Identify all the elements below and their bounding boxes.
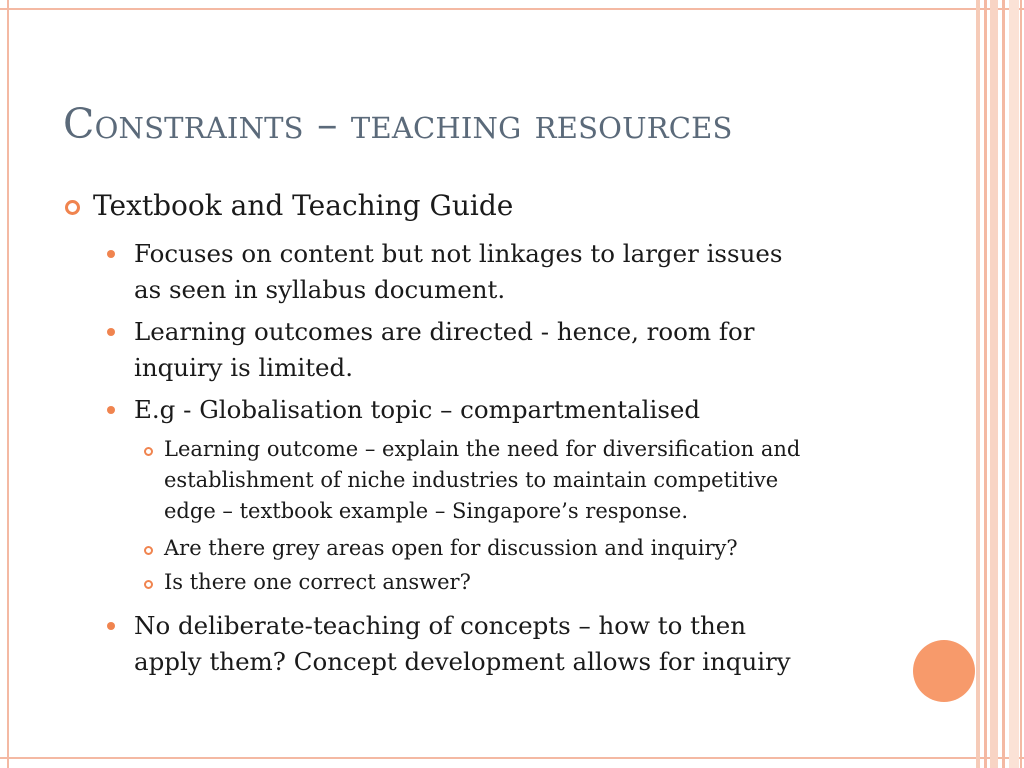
subpoint-line: establishment of niche industries to maintain competitive [164,468,779,492]
decor-stripe [1020,0,1022,768]
filled-circle-bullet-icon [107,622,115,630]
hollow-circle-bullet-icon [144,447,153,456]
point-line: apply them? Concept development allows for inquiry [134,647,791,676]
level1-heading: Textbook and Teaching Guide [93,189,514,222]
point-line: Focuses on content but not linkages to larger issues [134,239,783,268]
filled-circle-bullet-icon [107,250,115,258]
filled-circle-bullet-icon [107,328,115,336]
hollow-circle-bullet-icon [144,580,153,589]
subpoint-line: Are there grey areas open for discussion and inquiry? [164,536,738,560]
subpoint-line: Is there one correct answer? [164,570,471,594]
decor-stripe [990,0,998,768]
subpoint-line: edge – textbook example – Singapore’s response. [164,499,689,523]
point-line: as seen in syllabus document. [134,275,506,304]
point-line: inquiry is limited. [134,353,354,382]
decor-stripe [1009,0,1019,768]
point-line: No deliberate-teaching of concepts – how to then [134,611,747,640]
frame-left-line [7,0,9,768]
point-line: Learning outcomes are directed - hence, room for [134,317,755,346]
frame-top-line [0,8,1024,10]
hollow-circle-bullet-icon [144,546,153,555]
decor-stripe [1002,0,1005,768]
decor-stripe [984,0,987,768]
slide-title: Constraints – teaching resources [63,100,733,148]
subpoint-line: Learning outcome – explain the need for diversification and [164,437,801,461]
hollow-circle-bullet-icon [65,200,80,215]
filled-circle-bullet-icon [107,406,115,414]
decor-circle-icon [913,640,975,702]
point-line: E.g - Globalisation topic – compartmentalised [134,395,701,424]
frame-bottom-line [0,757,1024,759]
decor-stripe [976,0,980,768]
